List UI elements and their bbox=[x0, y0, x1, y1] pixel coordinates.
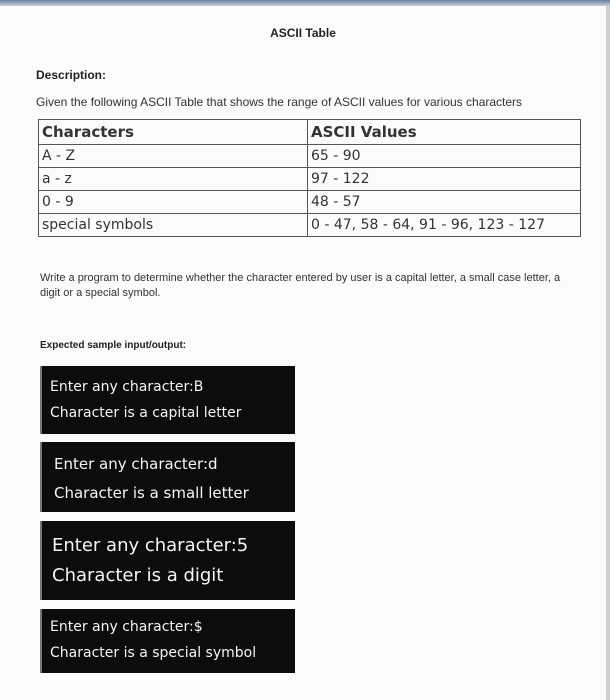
table-cell: 0 - 9 bbox=[39, 191, 308, 214]
table-cell: 48 - 57 bbox=[308, 191, 581, 214]
intro-text: Given the following ASCII Table that shows the range of ASCII values for various characters bbox=[36, 95, 523, 109]
sample-output-line: Character is a capital letter bbox=[50, 405, 242, 421]
sample-output-box bbox=[40, 609, 295, 673]
table-cell: 0 - 47, 58 - 64, 91 - 96, 123 - 127 bbox=[308, 214, 581, 237]
column-header-ascii-values: ASCII Values bbox=[308, 120, 581, 145]
table-cell: special symbols bbox=[39, 214, 308, 237]
task-text: Write a program to determine whether the character entered by user is a capital letter, a small case letter, a digit or a special symbol. bbox=[40, 272, 561, 299]
table-row bbox=[39, 191, 581, 214]
sample-output-box bbox=[40, 442, 295, 512]
table-cell: a - z bbox=[39, 168, 308, 191]
table-cell: A - Z bbox=[39, 145, 308, 168]
sample-output-line: Character is a special symbol bbox=[50, 645, 257, 661]
document-page bbox=[0, 6, 610, 700]
table-header-row bbox=[39, 120, 581, 145]
sample-output-box bbox=[40, 521, 295, 600]
table-row bbox=[39, 145, 581, 168]
column-header-characters: Characters bbox=[39, 120, 308, 145]
sample-input-line: Enter any character:5 bbox=[52, 535, 249, 556]
sample-output-box bbox=[40, 366, 295, 434]
sample-output-line: Character is a small letter bbox=[54, 484, 249, 502]
table-row bbox=[39, 168, 581, 191]
page-title: ASCII Table bbox=[270, 26, 336, 40]
ascii-table bbox=[38, 119, 581, 237]
sample-input-line: Enter any character:$ bbox=[50, 619, 203, 635]
sample-input-line: Enter any character:d bbox=[54, 455, 218, 473]
table-row bbox=[39, 214, 581, 237]
description-label: Description: bbox=[36, 68, 107, 82]
sample-input-line: Enter any character:B bbox=[50, 379, 204, 395]
table-cell: 65 - 90 bbox=[308, 145, 581, 168]
sample-output-line: Character is a digit bbox=[52, 565, 224, 586]
sample-label: Expected sample input/output: bbox=[40, 340, 187, 351]
table-cell: 97 - 122 bbox=[308, 168, 581, 191]
